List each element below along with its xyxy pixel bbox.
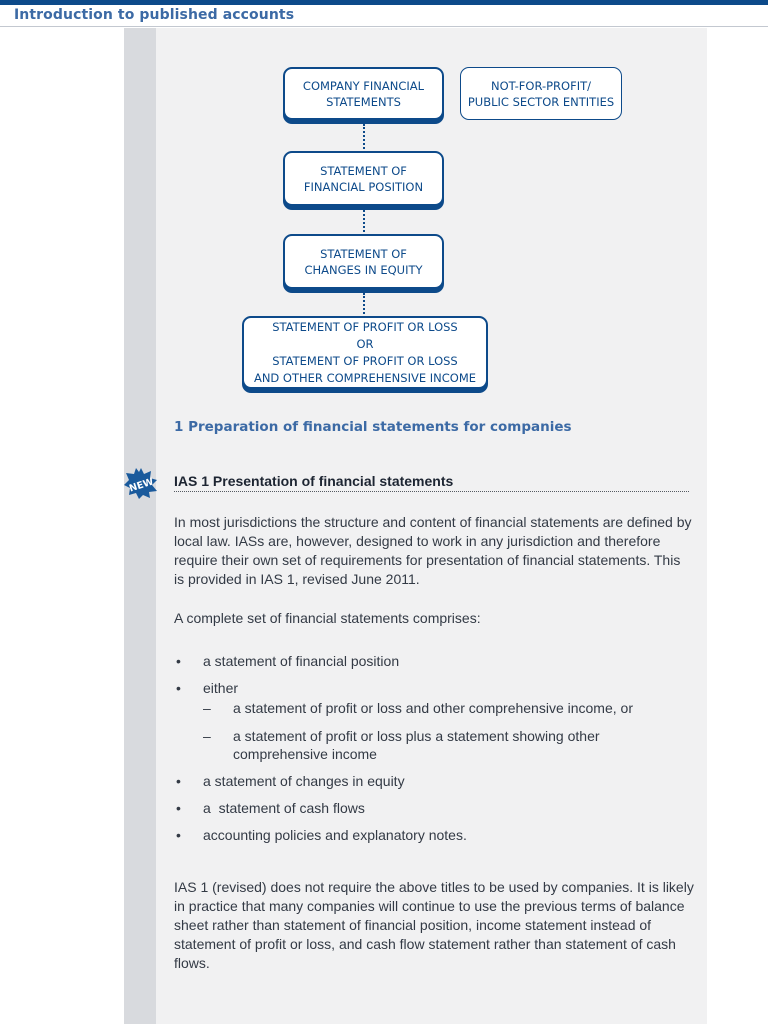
- list-item-text: accounting policies and explanatory notes.: [203, 827, 467, 843]
- running-head: Introduction to published accounts: [14, 7, 295, 23]
- flow-box-label: STATEMENT OF FINANCIAL POSITION: [303, 163, 424, 194]
- list-item: [174, 826, 694, 844]
- list-item-text: either: [203, 680, 239, 696]
- flow-box-label: NOT-FOR-PROFIT/ PUBLIC SECTOR ENTITIES: [467, 78, 615, 109]
- list-item: [174, 772, 694, 790]
- list-item-text: a statement of financial position: [203, 653, 400, 669]
- paragraph-titles: IAS 1 (revised) does not require the above titles to be used by companies. It is likely in practice that many companies will continue to use the previous terms of balance sheet rather than statement of financial position, income statement instead of statement of profit or loss, and cash flow statement rather than statement of cash flows.: [174, 879, 694, 971]
- sub-list-item: [203, 699, 694, 717]
- flow-box-statement-of-financial-position: [283, 151, 444, 206]
- flow-connector: [363, 210, 365, 232]
- flow-box-company-financial-statements: [283, 67, 444, 120]
- bullet-marker: •: [176, 653, 181, 669]
- flow-box-statement-of-changes-in-equity: [283, 234, 444, 289]
- new-badge-label: NEW: [127, 476, 156, 495]
- flow-box-label: COMPANY FINANCIAL STATEMENTS: [302, 78, 425, 109]
- bullet-marker: •: [176, 680, 181, 696]
- list-item: [174, 799, 694, 817]
- bullet-marker: •: [176, 827, 181, 843]
- bullet-list: [174, 652, 694, 844]
- paragraph-complete-set: A complete set of financial statements comprises:: [174, 610, 481, 626]
- bullet-marker: •: [176, 773, 181, 789]
- flow-box-statement-of-profit-or-loss: [242, 316, 488, 389]
- paragraph-intro: In most jurisdictions the structure and content of financial statements are defined by local law. IASs are, however, designed to work in any jurisdiction and therefore require their own set of requirements for presentation of financial statements. This is provided in IAS 1, revised June 2011.: [174, 514, 692, 587]
- flow-connector: [363, 124, 365, 149]
- top-brand-bar: [0, 0, 768, 5]
- flow-box-not-for-profit: [460, 67, 622, 120]
- sub-list-item-text: a statement of profit or loss plus a statement showing other comprehensive income: [233, 728, 600, 762]
- sub-list-item-text: a statement of profit or loss and other comprehensive income, or: [233, 700, 633, 716]
- sub-list: [203, 699, 694, 763]
- flow-box-label: STATEMENT OF PROFIT OR LOSS OR STATEMENT OF PROFIT OR LOSS AND OTHER COMPREHENSIVE INCOME: [253, 319, 477, 385]
- list-item-text: a statement of changes in equity: [203, 773, 405, 789]
- list-item: [174, 652, 694, 670]
- list-item: [174, 679, 694, 763]
- margin-strip: [124, 28, 156, 1024]
- sub-list-item: [203, 727, 694, 763]
- list-item-text: a statement of cash flows: [203, 800, 365, 816]
- dash-marker: –: [203, 728, 211, 744]
- section-heading: 1 Preparation of financial statements for companies: [174, 419, 572, 435]
- subheading: IAS 1 Presentation of financial statements: [174, 473, 454, 489]
- flow-box-label: STATEMENT OF CHANGES IN EQUITY: [304, 246, 423, 277]
- header-rule: [0, 26, 768, 27]
- bullet-marker: •: [176, 800, 181, 816]
- dash-marker: –: [203, 700, 211, 716]
- flow-connector: [363, 293, 365, 314]
- new-badge-icon: [124, 467, 158, 499]
- subheading-rule: [174, 491, 689, 492]
